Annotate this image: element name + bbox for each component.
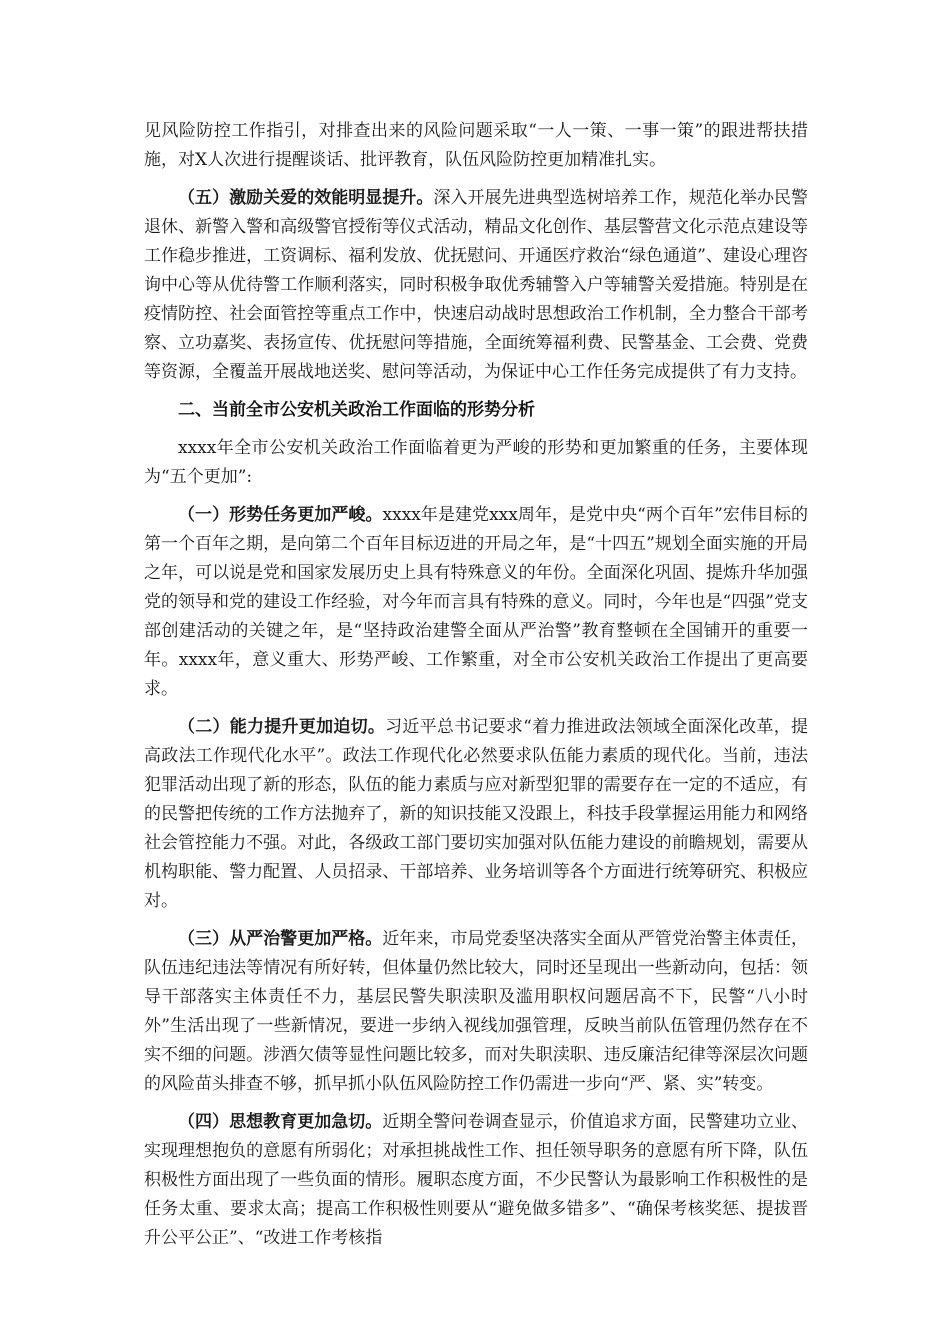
paragraph-lead: （一）形势任务更加严峻。 <box>178 505 383 525</box>
section-heading: 二、当前全市公安机关政治工作面临的形势分析 <box>178 400 535 420</box>
paragraph-lead: （五）激励关爱的效能明显提升。 <box>178 188 434 208</box>
paragraph-capability <box>144 713 808 916</box>
paragraph-lead: （二）能力提升更加迫切。 <box>178 717 386 737</box>
paragraph-text: 近期全警问卷调查显示，价值追求方面，民警建功立业、实现理想抱负的意愿有所弱化；对承担挑战性工作、担任领导职务的意愿有所下降，队伍积极性方面出现了一些负面的情形。履职态度方面，不少民警认为最影响工作积极性的是任务太重、要求太高；提高工作积极性则要从“避免做多错多”、“确保考核奖惩、提拔晋升公平公正”、“改进工作考核指 <box>144 1112 809 1248</box>
paragraph-text: xxxx年是建党xxx周年，是党中央“两个百年”宏伟目标的第一个百年之期，是向第二个百年目标迈进的开局之年，是“十四五”规划全面实施的开局之年，可以说是党和国家发展历史上具有特殊意义的年份。全面深化巩固、提炼升华加强党的领导和党的建设工作经验，对今年而言具有特殊的意义。同时，今年也是“四强”党支部创建活动的关键之年，是“坚持政治建警全面从严治警”教育整顿在全国铺开的重要一年。xxxx年，意义重大、形势严峻、工作繁重，对全市公安机关政治工作提出了更高要求。 <box>144 505 808 699</box>
paragraph-situation <box>144 501 808 704</box>
paragraph-education <box>144 1108 808 1253</box>
document-body <box>144 117 808 1262</box>
paragraph-text: 深入开展先进典型选树培养工作，规范化举办民警退休、新警入警和高级警官授衔等仪式活动，精品文化创作、基层警营文化示范点建设等工作稳步推进，工资调标、福利发放、优抚慰问、开通医疗救治“绿色通道”、建设心理咨询中心等从优待警工作顺利落实，同时积极争取优秀辅警入户等辅警关爱措施。特别是在疫情防控、社会面管控等重点工作中，快速启动战时思想政治工作机制，全力整合干部考察、立功嘉奖、表扬宣传、优抚慰问等措施，全面统筹福利费、民警基金、工会费、党费等资源，全覆盖开展战地送奖、慰问等活动，为保证中心工作任务完成提供了有力支持。 <box>144 188 809 382</box>
paragraph-lead: （四）思想教育更加急切。 <box>178 1112 383 1132</box>
paragraph-continuation: 见风险防控工作指引，对排查出来的风险问题采取“一人一策、一事一策”的跟进帮扶措施，对X人次进行提醒谈话、批评教育，队伍风险防控更加精准扎实。 <box>144 121 808 170</box>
paragraph-text: 习近平总书记要求“着力推进政法领域全面深化改革，提高政法工作现代化水平”。政法工作现代化必然要求队伍能力素质的现代化。当前，违法犯罪活动出现了新的形态，队伍的能力素质与应对新型犯罪的需要存在一定的不适应，有的民警把传统的工作方法抛弃了，新的知识技能又没跟上，科技手段掌握运用能力和网络社会管控能力不强。对此，各级政工部门要切实加强对队伍能力建设的前瞻规划，需要从机构职能、警力配置、人员招录、干部培养、业务培训等各个方面进行统筹研究、积极应对。 <box>144 717 808 911</box>
paragraph-intro: xxxx年全市公安机关政治工作面临着更为严峻的形势和更加繁重的任务，主要体现为“五个更加”: <box>144 438 808 487</box>
paragraph-discipline <box>144 925 808 1099</box>
paragraph-incentive-care <box>144 184 808 387</box>
paragraph-lead: （三）从严治警更加严格。 <box>178 929 383 949</box>
paragraph-text: 近年来，市局党委坚决落实全面从严管党治警主体责任，队伍违纪违法等情况有所好转，但体量仍然比较大，同时还呈现出一些新动向，包括：领导干部落实主体责任不力，基层民警失职渎职及滥用职权问题居高不下，民警“八小时外”生活出现了一些新情况，要进一步纳入视线加强管理，反映当前队伍管理仍然存在不实不细的问题。涉酒欠债等显性问题比较多，而对失职渎职、违反廉洁纪律等深层次问题的风险苗头排查不够，抓早抓小队伍风险防控工作仍需进一步向“严、紧、实”转变。 <box>144 929 809 1094</box>
